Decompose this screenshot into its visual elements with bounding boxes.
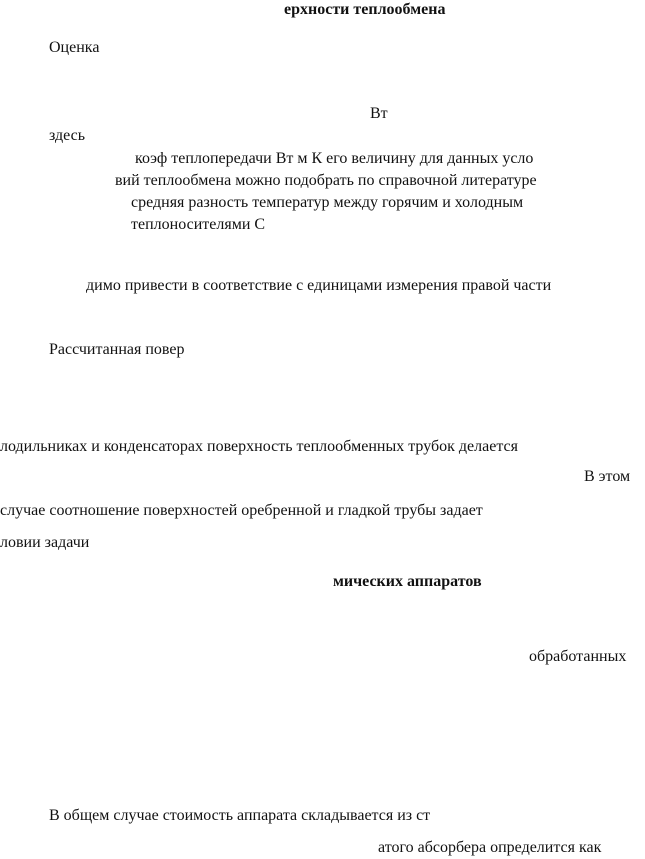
definition-coefficient: коэф теплопередачи Вт м К его величину для данных усло	[135, 150, 534, 167]
paragraph-absorber: атого абсорбера определится как	[378, 839, 602, 856]
paragraph-coolers: лодильниках и конденсаторах поверхность теплообменных трубок делается	[0, 438, 518, 455]
paragraph-cost: В общем случае стоимость аппарата складывается из ст	[49, 807, 431, 824]
paragraph-calculated-surface: Рассчитанная повер	[49, 341, 185, 358]
section-heading: ерхности теплообмена	[284, 1, 446, 18]
definition-temperature-continued: теплоносителями С	[131, 216, 266, 233]
paragraph-estimate: Оценка	[49, 39, 100, 56]
paragraph-units-note: димо привести в соответствие с единицами измерения правой части	[86, 277, 552, 294]
paragraph-case: случае соотношение поверхностей оребренной и гладкой трубы задает	[0, 502, 483, 519]
paragraph-here: здесь	[49, 127, 86, 144]
paragraph-in-this: В этом	[584, 468, 631, 485]
definition-coefficient-continued: вий теплообмена можно подобрать по справочной литературе	[115, 172, 537, 189]
unit-label: Вт	[370, 105, 388, 122]
definition-temperature: средняя разность температур между горячим и холодным	[131, 194, 524, 211]
paragraph-processed: обработанных	[529, 648, 627, 665]
section-heading-apparatus: мических аппаратов	[333, 573, 482, 590]
paragraph-task-condition: ловии задачи	[0, 534, 90, 551]
